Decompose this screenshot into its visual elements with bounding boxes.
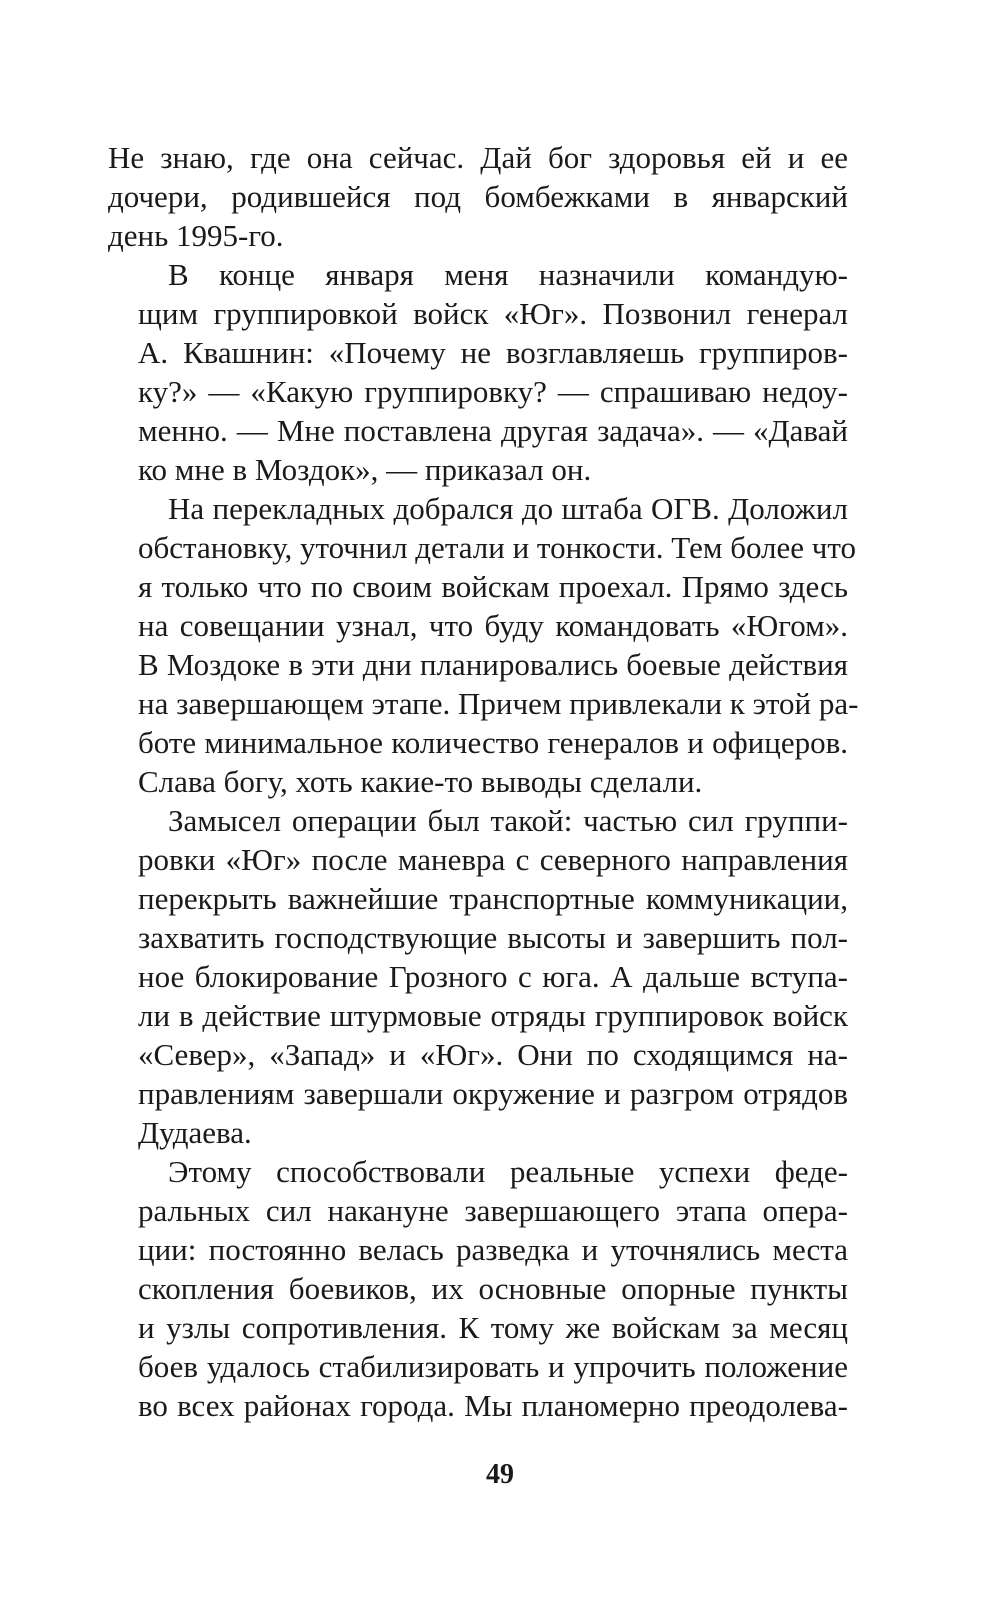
text-line: Не знаю, где она сейчас. Дай бог здоровья ей и ее — [108, 140, 848, 175]
text-line: ральных сил накануне завершающего этапа опера- — [138, 1193, 848, 1228]
paragraph — [108, 138, 848, 255]
text-line: ное блокирование Грозного с юга. А дальше вступа- — [138, 959, 848, 994]
text-line: захватить господствующие высоты и завершить пол- — [138, 920, 848, 955]
text-line: «Север», «Запад» и «Юг». Они по сходящимся на- — [138, 1037, 848, 1072]
text-line: Дудаева. — [138, 1115, 252, 1150]
text-line: перекрыть важнейшие транспортные коммуникации, — [138, 881, 848, 916]
text-line: на завершающем этапе. Причем привлекали к этой ра- — [138, 686, 859, 721]
text-line: щим группировкой войск «Юг». Позвонил генерал — [138, 296, 848, 331]
paragraph — [108, 1152, 848, 1425]
paragraph — [108, 801, 848, 1152]
text-line: ции: постоянно велась разведка и уточнялись места — [138, 1232, 848, 1267]
text-line: ку?» — «Какую группировку? — спрашиваю недоу- — [138, 374, 848, 409]
text-line: на совещании узнал, что буду командовать «Югом». — [138, 608, 848, 643]
text-line: менно. — Мне поставлена другая задача». — «Давай — [138, 413, 848, 448]
text-line: дочери, родившейся под бомбежками в январский — [108, 179, 848, 214]
body-text — [108, 138, 859, 1425]
text-line: день 1995-го. — [108, 218, 284, 253]
text-line: ровки «Юг» после маневра с северного направления — [138, 842, 848, 877]
text-line: В конце января меня назначили командую- — [168, 257, 848, 292]
text-line: я только что по своим войскам проехал. Прямо здесь — [138, 569, 848, 604]
text-line: Этому способствовали реальные успехи феде- — [168, 1154, 848, 1189]
text-line: обстановку, уточнил детали и тонкости. Тем более что — [138, 530, 857, 565]
text-line: На перекладных добрался до штаба ОГВ. Доложил — [168, 491, 848, 526]
text-line: во всех районах города. Мы планомерно преодолева- — [138, 1388, 848, 1423]
paragraph — [108, 489, 859, 801]
text-line: Слава богу, хоть какие-то выводы сделали. — [138, 764, 703, 799]
text-line: Замысел операции был такой: частью сил группи- — [168, 803, 848, 838]
text-line: боев удалось стабилизировать и упрочить положение — [138, 1349, 848, 1384]
paragraph — [108, 255, 848, 489]
page-number: 49 — [486, 1459, 514, 1490]
text-line: ли в действие штурмовые отряды группировок войск — [138, 998, 848, 1033]
text-line: правлениям завершали окружение и разгром отрядов — [138, 1076, 848, 1111]
text-line: и узлы сопротивления. К тому же войскам за месяц — [138, 1310, 848, 1345]
text-line: скопления боевиков, их основные опорные пункты — [138, 1271, 848, 1306]
text-line: боте минимальное количество генералов и офицеров. — [138, 725, 848, 760]
text-line: ко мне в Моздок», — приказал он. — [138, 452, 592, 487]
text-line: В Моздоке в эти дни планировались боевые действия — [138, 647, 848, 682]
text-line: А. Квашнин: «Почему не возглавляешь группиров- — [138, 335, 848, 370]
